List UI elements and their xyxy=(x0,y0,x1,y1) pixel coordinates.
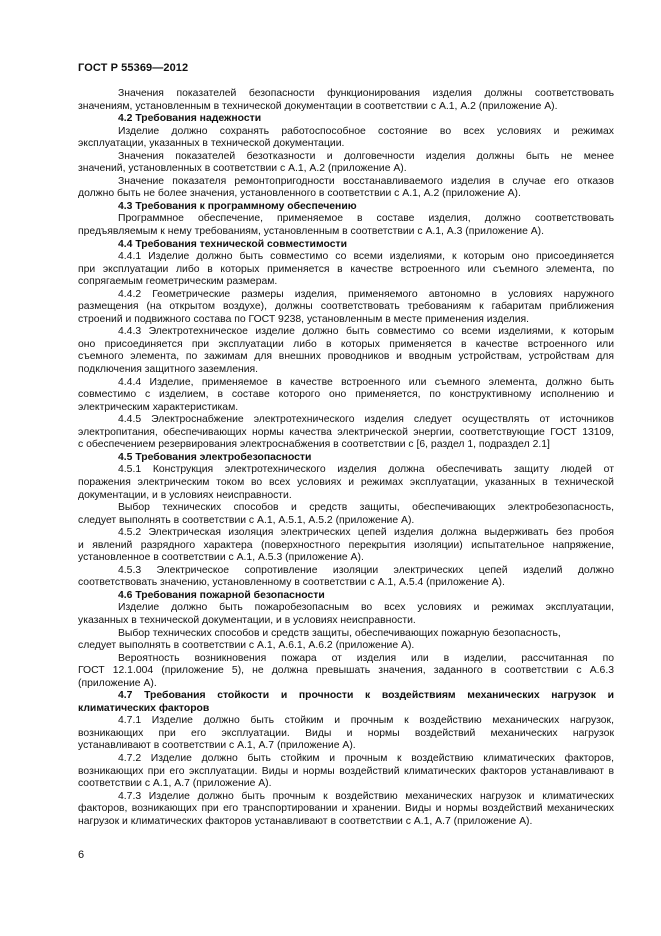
text-line: 4.4.4 Изделие, применяемое в качестве встроенного или съемного элемента, должно быть xyxy=(118,376,614,388)
text-line: поражения электрическим током во всех условиях и режимах эксплуатации, указанных в технической xyxy=(78,476,614,488)
document-body xyxy=(78,88,614,828)
text-line: 4.4.5 Электроснабжение электротехнического изделия следует осуществлять от источников xyxy=(118,414,614,426)
section-heading: 4.5 Требования электробезопасности xyxy=(118,451,312,463)
text-line: возникающих при его эксплуатации. Виды и нормы воздействий механических нагрузок xyxy=(78,727,614,739)
text-line: соответствии с А.1, А.7 (приложение А). xyxy=(78,778,272,790)
section-heading: 4.7 Требования стойкости и прочности к воздействиям механических нагрузок и xyxy=(118,690,614,702)
text-line: и явлений разрядного характера (поверхностного перекрытия изоляции) испытательное напряжение, xyxy=(78,539,614,551)
text-line: электрическим характеристикам. xyxy=(78,401,239,413)
text-line: Выбор технических способов и средств защиты, обеспечивающих пожарную безопасность, xyxy=(118,627,561,639)
text-line: 4.7.3 Изделие должно быть прочным к воздействию механических нагрузок и климатических xyxy=(118,790,614,802)
text-line: 4.4.3 Электротехническое изделие должно быть совместимо со всеми изделиями, к которым xyxy=(118,326,614,338)
text-line: Значения показателей безопасности функционирования изделия должны соответствовать xyxy=(118,88,614,99)
text-line: 4.5.1 Конструкция электротехнического изделия должна обеспечивать защиту людей от xyxy=(118,464,614,476)
section-heading: 4.6 Требования пожарной безопасности xyxy=(118,589,325,601)
text-line: нагрузок и климатических факторов устанавливают в соответствии с А.1, А.7 (приложение А). xyxy=(78,815,533,827)
text-line: Изделие должно быть пожаробезопасным во всех условиях и режимах эксплуатации, xyxy=(118,602,614,614)
text-line: 4.4.1 Изделие должно быть совместимо со всеми изделиями, к которым оно присоединяется xyxy=(118,251,614,263)
text-line: с обеспечением резервирования электроснабжения в соответствии с [6, раздел 1, подраздел 2.1] xyxy=(78,439,550,451)
text-line: размещения (на открытом воздухе), должны соответствовать требованиям к габаритам приближения xyxy=(78,301,614,313)
text-line: Значения показателей безотказности и долговечности изделия должны быть не менее xyxy=(118,150,614,162)
section-heading: 4.3 Требования к программному обеспечению xyxy=(118,200,357,212)
section-heading: 4.2 Требования надежности xyxy=(118,113,262,125)
text-line: значений, установленных в соответствии с А.1, А.2 (приложение А). xyxy=(78,163,407,175)
text-line: документации, и в условиях неисправности. xyxy=(78,489,292,501)
text-line: указанных в технической документации, и в условиях неисправности. xyxy=(78,614,416,626)
text-line: Вероятность возникновения пожара от изделия или в изделии, рассчитанная по xyxy=(118,652,614,664)
text-line: Программное обеспечение, применяемое в составе изделия, должно соответствовать xyxy=(118,213,614,225)
text-line: сопрягаемым геометрическим размерам. xyxy=(78,276,278,288)
section-heading: 4.4 Требования технической совместимости xyxy=(118,238,347,250)
text-line: Значение показателя ремонтопригодности восстанавливаемого изделия в случае его отказов xyxy=(118,175,614,187)
text-line: 4.5.2 Электрическая изоляция электрических цепей изделия должна выдерживать без пробоя xyxy=(118,527,614,539)
text-line: устанавливают в соответствии с А.1, А.7 (приложение А). xyxy=(78,740,356,752)
text-line: при эксплуатации либо в которых применяется в качестве встроенного или съемного элемента, по xyxy=(78,263,614,275)
text-line: подключения защитного заземления. xyxy=(78,364,259,376)
text-line: 4.5.3 Электрическое сопротивление изоляции электрических цепей изделий должно xyxy=(118,564,614,576)
text-line: эксплуатации, указанных в технической документации. xyxy=(78,138,345,150)
text-line: 4.7.2 Изделие должно быть стойким и прочным к воздействию климатических факторов, xyxy=(118,752,614,764)
text-line: возникающих при его эксплуатации. Виды и нормы воздействий климатических факторов устанавливают в xyxy=(78,765,614,777)
text-line: следует выполнять в соответствии с А.1, А.6.1, А.6.2 (приложение А). xyxy=(78,640,415,652)
page-number: 6 xyxy=(78,849,85,861)
text-line: ГОСТ 12.1.004 (приложение 5), не должна превышать значения, заданного в соответствии с А.6.3 xyxy=(78,665,614,677)
text-line: значениям, установленным в технической документации в соответствии с А.1, А.2 (приложение А). xyxy=(78,100,558,112)
text-line: должно быть не более значения, установленного в соответствии с А.1, А.2 (приложение А). xyxy=(78,188,521,200)
text-line: 4.7.1 Изделие должно быть стойким и прочным к воздействию механических нагрузок, xyxy=(118,715,614,727)
text-line: (приложение А). xyxy=(78,677,157,689)
text-line: соответствовать значению, установленному в соответствии с А.1, А.5.4 (приложение А). xyxy=(78,577,505,589)
text-line: электропитания, обеспечивающих нормы качества электрической энергии, соответствующие ГОСТ 13109, xyxy=(78,426,614,438)
text-line: установленное в соответствии с А.1, А.5.3 (приложение А). xyxy=(78,552,364,564)
text-line: Выбор технических способов и средств защиты, обеспечивающих электробезопасность, xyxy=(118,502,614,514)
text-line: Изделие должно сохранять работоспособное состояние во всех условиях и режимах xyxy=(118,125,614,137)
section-heading: климатических факторов xyxy=(78,702,210,714)
text-line: предъявляемым к нему требованиям, установленным в соответствии с А.1, А.3 (приложение А). xyxy=(78,226,545,238)
text-line: совместимо с изделием, в составе которого оно применяется, по конструктивному исполнению и xyxy=(78,389,614,401)
text-line: съемного элемента, по зажимам для внешних проводников и вводным устройствам, устройствам для xyxy=(78,351,614,363)
text-line: 4.4.2 Геометрические размеры изделия, применяемого автономно в условиях наружного xyxy=(118,288,614,300)
text-line: следует выполнять в соответствии с А.1, А.5.1, А.5.2 (приложение А). xyxy=(78,514,415,526)
text-line: оно присоединяется при эксплуатации либо в которых применяется в качестве встроенного или xyxy=(78,338,614,350)
document-header: ГОСТ Р 55369—2012 xyxy=(78,62,189,74)
text-line: строений и подвижного состава по ГОСТ 9238, установленным в месте применения изделия. xyxy=(78,313,530,325)
text-line: факторов, возникающих при его транспортировании и хранении. Виды и нормы воздействий механических xyxy=(78,803,614,815)
